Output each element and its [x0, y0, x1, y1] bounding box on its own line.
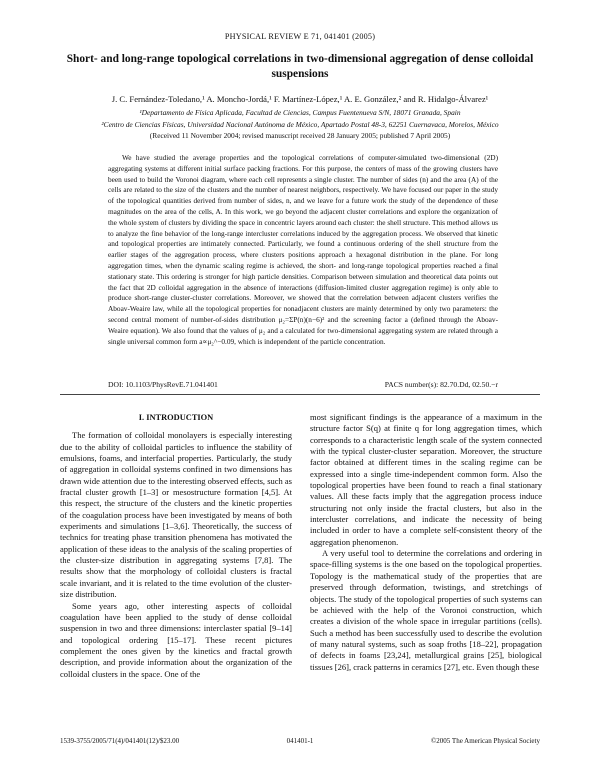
footer-issn: 1539-3755/2005/71(4)/041401(12)/$23.00 [60, 737, 180, 745]
doi-link[interactable]: DOI: 10.1103/PhysRevE.71.041401 [108, 380, 218, 389]
abstract: We have studied the average properties and the topological correlations of computer-simulated two-dimensional (2D) aggregating systems at different initial surface packing fractions. For this purpose, the centers of mass of the growing clusters have been used to build the Voronoi diagram, where each cell represents a single cluster. The number of sides (n) and the area (A) of the cells are related to the size of the clusters and the number of nearest neighbors, respectively. We have focused our paper in the study of the topological quantities derived from number of sides, n, and we leave for a future work the study of the dependence of these magnitudes on the area of the cells, A. In this work, we go beyond the adjacent cluster correlations and explore the organization of the whole system of clusters by dividing the space in concentric layers around each cluster: the shell structure. This method allows us to analyze the fine behavior of the long-range intercluster correlations induced by the aggregation process. We observed that kinetic and topological properties are intimately connected. Particularly, we found a continuous ordering of the shell structure from the earlier stages of the aggregation process, where clusters positions approach a hexagonal distribution in the plane. For long aggregation times, when the dynamic scaling regime is achieved, the short- and long-range topological properties reached a final stationary state. This ordering is stronger for high particle densities. Comparison between simulation and theoretical data points out the fact that 2D colloidal aggregation in the absence of interactions (diffusion-limited cluster aggregation regime) is only able to produce short-range cluster-cluster correlations. Moreover, we showed that the correlation between adjacent clusters verifies the Aboav-Weaire law, while all the topological properties for nonadjacent clusters are mainly determined by only two parameters: the second central moment of number-of-sides distribution μ₂=ΣP(n)(n−6)² and the screening factor a (defined through the Aboav-Weaire equation). We also found that the values of μ₂ and a calculated for two-dimensional aggregating system are related through a single universal common form a∝μ₂^−0.09, which is independent of the particle concentration. [108, 153, 498, 346]
affiliation-2: ²Centro de Ciencias Físicas, Universidad Nacional Autónoma de México, Apartado Postal 48-3, 62251 Cuernavaca, Morelos, México [101, 120, 499, 129]
paper-title: Short- and long-range topological correlations in two-dimensional aggregation of dense colloidal suspensions [66, 53, 534, 80]
section-heading: I. INTRODUCTION [138, 413, 214, 422]
section-divider [60, 394, 540, 395]
author-list: J. C. Fernández-Toledano,¹ A. Moncho-Jordá,¹ F. Martínez-López,¹ A. E. González,² and R. Hidalgo-Álvarez¹ [111, 94, 489, 104]
right-column [310, 412, 542, 673]
pacs-numbers: PACS number(s): 82.70.Dd, 02.50.−r [384, 380, 498, 389]
paragraph: The formation of colloidal monolayers is especially interesting due to the ability of colloidal particles to influence the stability of emulsions, foams, and interfacial properties. Particularly, the study of aggregation in colloidal systems confined in two dimensions has drawn wide attention due to the interesting observed effects, such as fractal cluster growth [1–3] or mesostructure formation [4,5]. At this respect, the structure of the clusters and the kinetic properties of the coagulation process have been investigated by means of both experiments and simulations [1–3,6]. Theoretically, the success of technics for treating phase transition phenomena has motivated the application of these ideas to the analysis of the scaling properties of the cluster-size distribution in aggregating systems [7,8]. The results show that the morphology of colloidal clusters is fractal scale invariant, and it is related to the time evolution of the cluster-size distribution. [60, 430, 292, 600]
affiliation-1: ¹Departamento de Física Aplicada, Facultad de Ciencias, Campus Fuentenueva S/N, 18071 Granada, Spain [139, 108, 461, 117]
footer-copyright: ©2005 The American Physical Society [430, 737, 540, 745]
left-column [60, 412, 292, 680]
received-dates: (Received 11 November 2004; revised manuscript received 28 January 2005; published 7 April 2005) [149, 131, 451, 140]
page-number: 041401-1 [286, 737, 314, 745]
paragraph: A very useful tool to determine the correlations and ordering in space-filling systems is the one based on the topological properties. Topology is the mathematical study of the properties that are preserved through deformation, twistings, and stretchings of objects. The study of the topological properties of such systems can be achieved with the help of the Voronoi construction, which creates a division of the whole space in irregular partitions (cells). Such a method has been successfully used to describe the evolution of many natural systems, such as soap froths [18–22], propagation of defects in foams [23,24], metallurgical grains [25], biological tissues [26], crack patterns in ceramics [27], etc. Even though these [310, 548, 542, 672]
running-head: PHYSICAL REVIEW E 71, 041401 (2005) [224, 32, 376, 41]
paragraph: most significant findings is the appearance of a maximum in the structure factor S(q) at finite q for long aggregation times, which corresponds to a characteristic length scale of the system connected with the typical cluster-cluster separation. Moreover, the structure factor obtained at different times in the scaling regime can be expressed into a single time-independent common form. Also the topological properties have been found to reach a final stationary values. All these facts imply that the aggregation process induce structuring not only inside the fractal clusters, but also in the intercluster correlations, and indicate the necessity of being included in order to have a complete self-consistent theory of the aggregation phenomenon. [310, 412, 542, 547]
paragraph: Some years ago, other interesting aspects of colloidal coagulation have been applied to the study of dense colloidal suspension in two and three dimensions: interclaster spatial [9–14] and topological ordering [15–17]. These recent pictures complement the ones given by the kinetics and fractal growth description, and provide information about the organization of the colloidal clusters in the space. One of the [60, 600, 292, 679]
